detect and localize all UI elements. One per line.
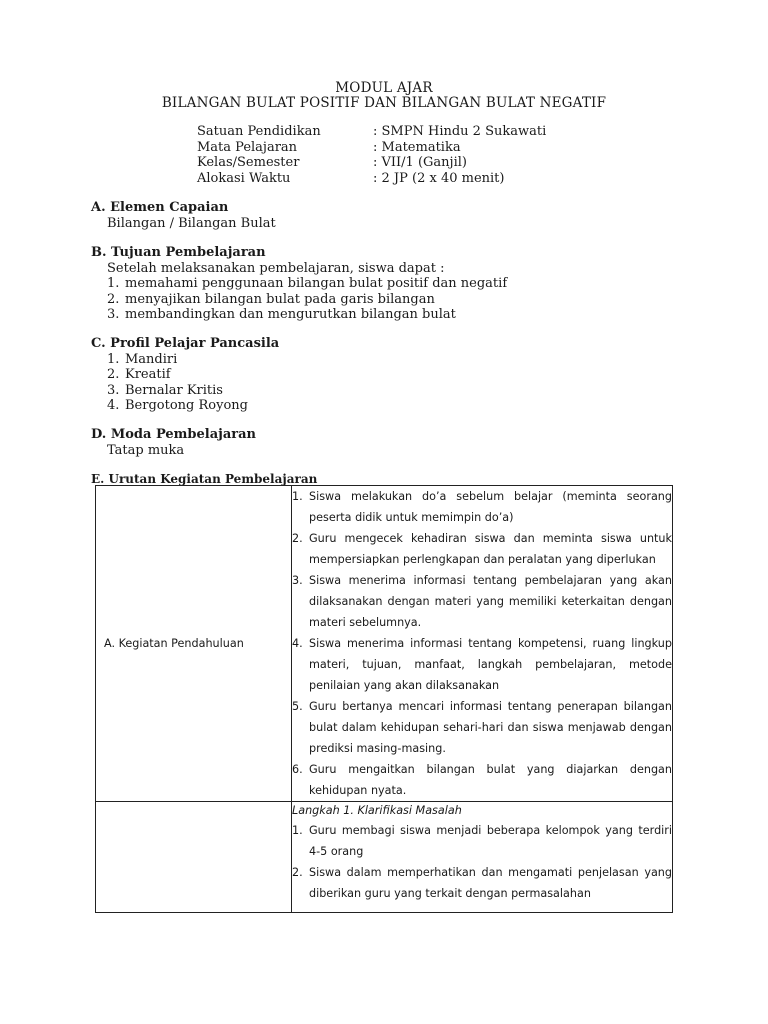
section-heading: E. Urutan Kegiatan Pembelajaran: [91, 472, 318, 486]
list-item: 1. Mandiri: [107, 351, 178, 367]
info-value: : SMPN Hindu 2 Sukawati: [373, 124, 547, 139]
document-subtitle: BILANGAN BULAT POSITIF DAN BILANGAN BULAT NEGATIF: [161, 95, 607, 111]
list-item: 3. Bernalar Kritis: [107, 382, 223, 398]
section-text: Bilangan / Bilangan Bulat: [107, 215, 276, 231]
section-heading: A. Elemen Capaian: [91, 200, 229, 215]
list-item: 2. Siswa dalam memperhatikan dan mengamati penjelasan yang diberikan guru yang terkait dengan permasalahan: [292, 866, 672, 900]
info-label: Kelas/Semester: [197, 155, 300, 170]
step-heading: Langkah 1. Klarifikasi Masalah: [292, 804, 462, 817]
list-item: 3. Siswa menerima informasi tentang pembelajaran yang akan dilaksanakan dengan materi yang memiliki keterkaitan dengan materi sebelumnya.: [292, 574, 672, 629]
info-value: : 2 JP (2 x 40 menit): [373, 170, 505, 186]
info-row: [197, 140, 546, 156]
info-label: Satuan Pendidikan: [197, 124, 321, 139]
document-title: MODUL AJAR: [335, 80, 433, 96]
info-label: Alokasi Waktu: [197, 170, 291, 186]
table-row-content: [292, 802, 673, 913]
table-row-label: A. Kegiatan Pendahuluan: [96, 486, 292, 802]
section-moda-pembelajaran: [91, 427, 256, 458]
info-row: [197, 171, 546, 187]
info-label: Mata Pelajaran: [197, 139, 298, 155]
section-heading: D. Moda Pembelajaran: [91, 427, 256, 442]
list-item: 2. menyajikan bilangan bulat pada garis bilangan: [107, 291, 435, 307]
table-row: [96, 486, 673, 802]
list-item: 5. Guru bertanya mencari informasi tentang penerapan bilangan bulat dalam kehidupan sehari-hari dan siswa menjawab dengan prediksi masing-masing.: [292, 700, 672, 755]
table-row: [96, 802, 673, 913]
info-row: [197, 155, 546, 171]
activity-list: [292, 486, 672, 801]
info-value: : VII/1 (Ganjil): [373, 155, 467, 170]
info-value: : Matematika: [373, 139, 461, 155]
section-heading: C. Profil Pelajar Pancasila: [91, 336, 280, 351]
table-row-content: [292, 486, 673, 802]
list-item: 6. Guru mengaitkan bilangan bulat yang diajarkan dengan kehidupan nyata.: [292, 763, 672, 797]
list-item: 1. Guru membagi siswa menjadi beberapa kelompok yang terdiri 4-5 orang: [292, 824, 672, 858]
activity-list: [292, 820, 672, 904]
list-item: 1. memahami penggunaan bilangan bulat positif dan negatif: [107, 276, 508, 291]
list-item: 4. Siswa menerima informasi tentang kompetensi, ruang lingkup materi, tujuan, manfaat, langkah pembelajaran, metode penilaian yang akan dilaksanakan: [292, 637, 672, 692]
section-elemen-capaian: [91, 200, 276, 231]
section-intro: Setelah melaksanakan pembelajaran, siswa dapat :: [107, 260, 445, 276]
activity-table: [95, 485, 673, 913]
list-item: 1. Siswa melakukan do’a sebelum belajar (meminta seorang peserta didik untuk memimpin do’a): [292, 490, 672, 524]
info-block: [197, 124, 546, 186]
section-profil-pelajar: [91, 336, 279, 414]
list-item: 4. Bergotong Royong: [107, 398, 248, 413]
table-row-label: [96, 802, 292, 913]
list-item: 2. Guru mengecek kehadiran siswa dan meminta siswa untuk mempersiapkan perlengkapan dan peralatan yang diperlukan: [292, 532, 672, 566]
list-item: 3. membandingkan dan mengurutkan bilangan bulat: [107, 307, 456, 322]
profile-list: [91, 352, 279, 414]
section-tujuan-pembelajaran: [91, 245, 507, 323]
section-heading: B. Tujuan Pembelajaran: [91, 245, 266, 260]
list-item: 2. Kreatif: [107, 367, 171, 382]
info-row: [197, 124, 546, 140]
objective-list: [91, 276, 507, 323]
section-text: Tatap muka: [107, 442, 185, 458]
